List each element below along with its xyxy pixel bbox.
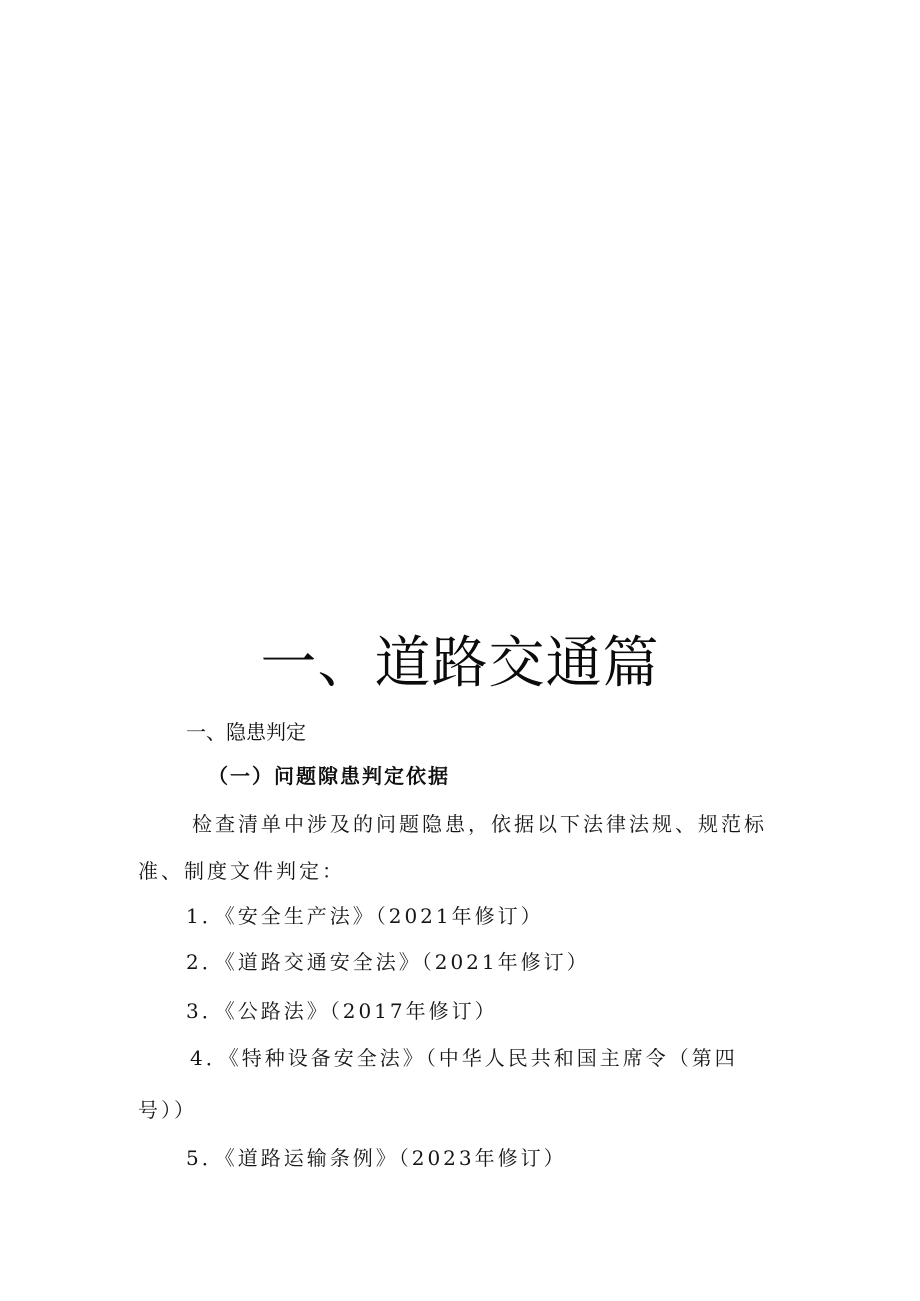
reference-item-3: 3．《公路法》（2017年修订） — [186, 999, 498, 1023]
reference-item-2: 2．《道路交通安全法》（2021年修订） — [186, 950, 590, 974]
reference-item-4: 4．《特种设备安全法》（中华人民共和国主席令（第四 — [190, 1046, 738, 1070]
chapter-title: 一、道路交通篇 — [260, 631, 660, 696]
intro-line-1: 检查清单中涉及的问题隐患，依据以下法律法规、规范标 — [192, 812, 767, 836]
reference-item-4-continuation: 号）） — [138, 1098, 197, 1122]
section-heading: 一、隐患判定 — [186, 720, 306, 744]
intro-line-2: 准、制度文件判定： — [138, 859, 345, 883]
reference-item-1: 1．《安全生产法》（2021年修订） — [186, 904, 544, 928]
reference-item-5: 5．《道路运输条例》（2023年修订） — [186, 1146, 567, 1170]
subsection-heading: （一）问题隙患判定依据 — [208, 764, 450, 788]
